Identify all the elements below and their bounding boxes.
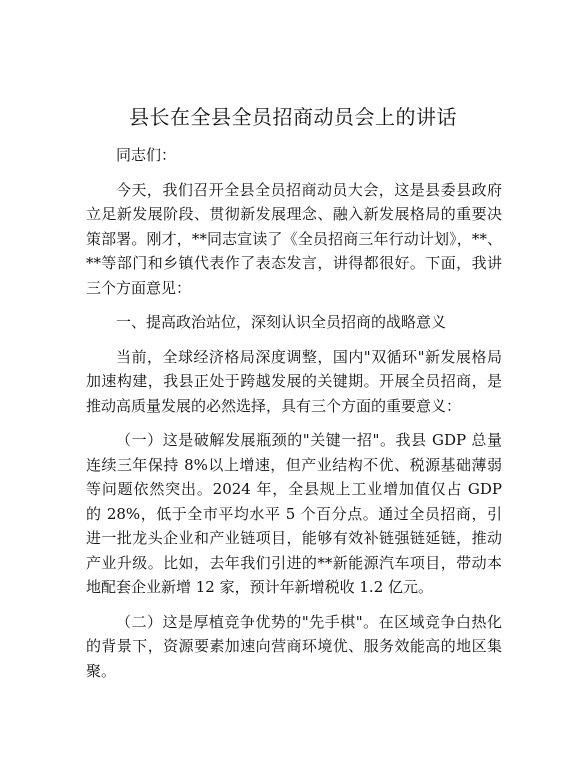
section-heading-1: 一、提高政治站位，深刻认识全员招商的战略意义 xyxy=(116,313,447,331)
salutation: 同志们： xyxy=(116,146,177,164)
document-body xyxy=(86,143,502,693)
paragraph-context: 当前，全球经济格局深度调整，国内"双循环"新发展格局加速构建，我县正处于跨越发展的关键期。开展全员招商，是推动高质量发展的必然选择，具有三个方面的重要意义： xyxy=(86,347,502,415)
document-title: 县长在全县全员招商动员会上的讲话 xyxy=(129,105,457,129)
paragraph-point-2: （二）这是厚植竞争优势的"先手棋"。在区域竞争白热化的背景下，资源要素加速向营商环境优、服务效能高的地区集聚。 xyxy=(86,612,502,680)
paragraph-point-1: （一）这是破解发展瓶颈的"关键一招"。我县 GDP 总量连续三年保持 8%以上增速，但产业结构不优、税源基础薄弱等问题依然突出。2024 年，全县规上工业增加值仅占 GDP 的 28%，低于全市平均水平 5 个百分点。通过全员招商，引进一批龙头企业和产业链项目，能够有效补链强链延链，推动产业升级。比如，去年我们引进的**新能源汽车项目，带动本地配套企业新增 12 家，预计年新增税收 1.2 亿元。 xyxy=(86,431,502,596)
paragraph-intro: 今天，我们召开全县全员招商动员大会，这是县委县政府立足新发展阶段、贯彻新发展理念、融入新发展格局的重要决策部署。刚才，**同志宣读了《全员招商三年行动计划》，**、**等部门和乡镇代表作了表态发言，讲得都很好。下面，我讲三个方面意见： xyxy=(86,180,502,297)
